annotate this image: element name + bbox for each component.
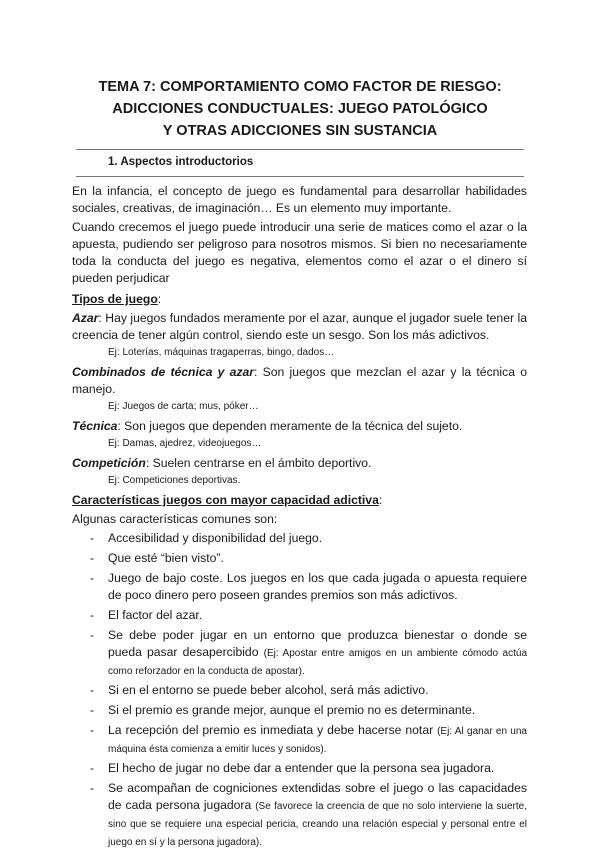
type-item-tecnica <box>72 418 527 451</box>
type-definition <box>72 418 527 435</box>
list-item-text: Se debe poder jugar en un entorno que produzca bienestar o donde se pueda pasar desapercibido <box>108 628 527 659</box>
dash-bullet: - <box>90 723 95 737</box>
dash-bullet: - <box>90 781 95 795</box>
types-heading-colon: : <box>157 292 162 306</box>
list-item-text: Que esté “bien visto”. <box>108 551 224 565</box>
characteristics-heading-colon: : <box>378 493 383 507</box>
title-line-3: Y OTRAS ADICCIONES SIN SUSTANCIA <box>162 123 438 139</box>
list-item <box>72 780 527 851</box>
type-term: Azar <box>72 311 99 325</box>
document-body <box>72 183 527 853</box>
list-item-note: (Se favorece la creencia de que no solo interviene la suerte, sino que se requiere una especial pericia, creando una relación especial y personal entre el juego en sí y la persona jugadora). <box>108 801 527 848</box>
dash-bullet: - <box>90 703 95 717</box>
list-item <box>72 530 527 548</box>
type-item-combinados <box>72 364 527 414</box>
type-example: Ej: Loterías, máquinas tragaperras, bingo, dados… <box>108 347 335 358</box>
list-item <box>72 607 527 625</box>
type-text: : Suelen centrarse en el ámbito deportivo. <box>145 456 372 470</box>
list-item-text: Si en el entorno se puede beber alcohol, será más adictivo. <box>108 683 429 697</box>
list-item-text: La recepción del premio es inmediata y debe hacerse notar <box>108 723 438 737</box>
list-item-text: El factor del azar. <box>108 608 203 622</box>
dash-bullet: - <box>90 571 95 585</box>
type-example: Ej: Juegos de carta; mus, póker… <box>108 401 259 412</box>
list-item-text: Si el premio es grande mejor, aunque el premio no es determinante. <box>108 703 476 717</box>
dash-bullet: - <box>90 628 95 642</box>
type-text: : Hay juegos fundados meramente por el azar, aunque el jugador suele tener la creencia de tener algún control, siendo este un sesgo. Son los más adictivos. <box>72 311 527 342</box>
list-item <box>72 722 527 758</box>
type-example: Ej: Damas, ajedrez, videojuegos… <box>108 438 262 449</box>
list-item-note: (Ej: Al ganar en una máquina ésta comienza a emitir luces y sonidos). <box>108 726 527 755</box>
section-heading: 1. Aspectos introductorios <box>108 156 254 168</box>
intro-paragraph-2: Cuando crecemos el juego puede introducir una serie de matices como el azar o la apuesta, pudiendo ser peligroso para nosotros mismos. Si bien no necesariamente toda la conducta del juego es negativa, elementos como el azar o el dinero sí pueden perjudicar <box>72 220 527 285</box>
dash-bullet: - <box>90 608 95 622</box>
top-divider <box>76 149 524 150</box>
type-definition <box>72 455 527 472</box>
types-heading <box>72 291 527 308</box>
page-title <box>60 76 540 142</box>
type-definition <box>72 364 527 398</box>
section-divider <box>76 176 524 177</box>
type-text: : Son juegos que dependen meramente de la técnica del sujeto. <box>117 419 463 433</box>
dash-bullet: - <box>90 551 95 565</box>
characteristics-heading-text: Características juegos con mayor capacidad adictiva <box>72 493 379 507</box>
list-item-text: Juego de bajo coste. Los juegos en los que cada jugada o apuesta requiere de poco dinero pero poseen grandes premios son más adictivos. <box>108 571 527 602</box>
intro-paragraph-1: En la infancia, el concepto de juego es fundamental para desarrollar habilidades sociales, creativas, de imaginación… Es un elemento muy importante. <box>72 184 527 215</box>
list-item <box>72 627 527 680</box>
type-item-competicion <box>72 455 527 488</box>
list-item <box>72 702 527 720</box>
list-item <box>72 682 527 700</box>
characteristics-heading <box>72 492 527 509</box>
type-example: Ej: Competiciones deportivas. <box>108 475 241 486</box>
list-item <box>72 760 527 778</box>
type-term: Técnica <box>72 419 118 433</box>
type-item-azar <box>72 310 527 360</box>
type-term: Competición <box>72 456 146 470</box>
characteristics-list <box>72 530 527 851</box>
list-item <box>72 570 527 605</box>
list-item-text: Se acompañan de cogniciones extendidas sobre el juego o las capacidades de cada persona jugadora <box>108 781 527 812</box>
dash-bullet: - <box>90 683 95 697</box>
type-term: Combinados de técnica y azar <box>72 365 255 379</box>
characteristics-intro: Algunas características comunes son: <box>72 512 278 526</box>
title-line-2: ADICCIONES CONDUCTUALES: JUEGO PATOLÓGICO <box>112 101 488 117</box>
dash-bullet: - <box>90 531 95 545</box>
list-item-text: Accesibilidad y disponibilidad del juego. <box>108 531 323 545</box>
list-item-text: El hecho de jugar no debe dar a entender que la persona sea jugadora. <box>108 761 495 775</box>
title-line-1: TEMA 7: COMPORTAMIENTO COMO FACTOR DE RIESGO: <box>98 79 502 95</box>
types-heading-text: Tipos de juego <box>72 292 158 306</box>
dash-bullet: - <box>90 761 95 775</box>
list-item-note: (Ej: Apostar entre amigos en un ambiente cómodo actúa como reforzador en la conducta de apostar). <box>108 648 528 677</box>
list-item <box>72 550 527 568</box>
type-text: : Son juegos que mezclan el azar y la técnica o manejo. <box>72 365 528 396</box>
type-definition <box>72 310 527 344</box>
